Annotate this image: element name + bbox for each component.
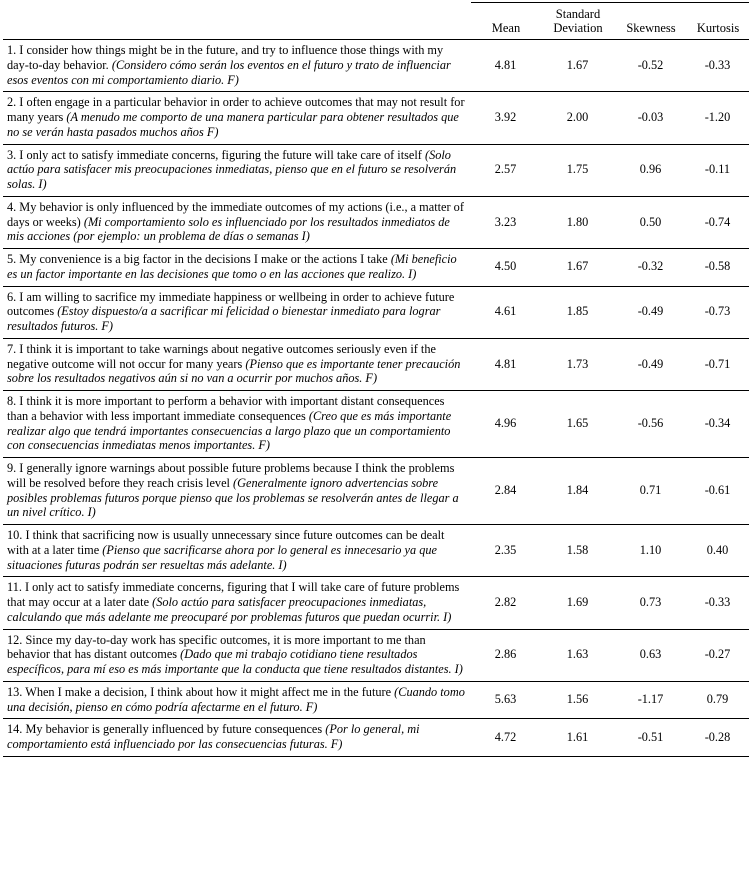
item-text xyxy=(3,458,471,525)
kurtosis-value: -0.71 xyxy=(687,338,749,390)
mean-value: 3.23 xyxy=(471,196,541,248)
sd-value: 1.58 xyxy=(541,525,615,577)
mean-column-header: Mean xyxy=(471,3,541,40)
table-row xyxy=(3,249,749,287)
sd-value: 1.85 xyxy=(541,286,615,338)
sd-value: 1.63 xyxy=(541,629,615,681)
kurtosis-value: -0.27 xyxy=(687,629,749,681)
mean-value: 2.82 xyxy=(471,577,541,629)
item-text-english: 12. Since my day-to-day work has specific outcomes, it is more important to me than behavior that has distant outcomes xyxy=(7,632,426,662)
sd-value: 1.69 xyxy=(541,577,615,629)
item-text-english: 7. I think it is important to take warnings about negative outcomes seriously even if the negative outcome will not occur for many years xyxy=(7,341,436,371)
item-text xyxy=(3,629,471,681)
item-text-english: 3. I only act to satisfy immediate concerns, figuring the future will take care of itself xyxy=(7,147,425,162)
skewness-value: 0.50 xyxy=(615,196,687,248)
skewness-value: 0.73 xyxy=(615,577,687,629)
sd-value: 1.67 xyxy=(541,249,615,287)
mean-value: 2.35 xyxy=(471,525,541,577)
skewness-value: 0.63 xyxy=(615,629,687,681)
item-text xyxy=(3,525,471,577)
item-text-spanish: (Mi beneficio es un factor importante en las decisiones que tomo o en las acciones que realizo. I) xyxy=(7,252,457,281)
item-text-english: 14. My behavior is generally influenced by future consequences xyxy=(7,722,326,737)
item-text-english: 5. My convenience is a big factor in the decisions I make or the actions I take xyxy=(7,252,391,266)
table-row xyxy=(3,40,749,92)
kurtosis-value: -0.33 xyxy=(687,40,749,92)
mean-value: 4.96 xyxy=(471,391,541,458)
item-text-spanish: (Solo actúo para satisfacer preocupaciones inmediatas, calculando que más adelante me preocuparé por problemas futuros que puedan ocurrir. I) xyxy=(7,595,452,624)
table-row xyxy=(3,196,749,248)
table-row xyxy=(3,338,749,390)
skewness-value: -0.56 xyxy=(615,391,687,458)
mean-value: 2.86 xyxy=(471,629,541,681)
item-text-english: 8. I think it is more important to perform a behavior with important distant consequences than a behavior with less important immediate consequences xyxy=(7,394,445,423)
sd-value: 1.84 xyxy=(541,458,615,525)
table-row xyxy=(3,719,749,757)
item-text xyxy=(3,719,471,757)
item-text-spanish: (Estoy dispuesto/a a sacrificar mi felicidad o bienestar inmediato para lograr resultados futuros. F) xyxy=(7,304,441,333)
sd-value: 1.56 xyxy=(541,681,615,719)
kurtosis-value: -0.34 xyxy=(687,391,749,458)
kurtosis-value: 0.79 xyxy=(687,681,749,719)
table-header-row xyxy=(3,3,749,40)
item-text-spanish: (Generalmente ignoro advertencias sobre posibles problemas futuros porque pienso que los problemas se resolverán antes de llegar a un nivel crítico. I) xyxy=(7,475,459,520)
table-row xyxy=(3,391,749,458)
skewness-column-header: Skewness xyxy=(615,3,687,40)
item-text-spanish: (Mi comportamiento solo es influenciado por los resultados inmediatos de mis acciones (por ejemplo: un problema de días o semanas I) xyxy=(7,214,450,244)
skewness-value: 0.71 xyxy=(615,458,687,525)
item-column-header xyxy=(3,3,471,40)
item-text xyxy=(3,92,471,144)
kurtosis-value: -0.11 xyxy=(687,144,749,196)
item-text-english: 6. I am willing to sacrifice my immediate happiness or wellbeing in order to achieve future outcomes xyxy=(7,289,455,319)
table-row xyxy=(3,92,749,144)
item-text xyxy=(3,144,471,196)
mean-value: 4.81 xyxy=(471,338,541,390)
item-text xyxy=(3,577,471,629)
sd-value: 1.80 xyxy=(541,196,615,248)
kurtosis-value: -0.73 xyxy=(687,286,749,338)
skewness-value: 1.10 xyxy=(615,525,687,577)
table-body xyxy=(3,40,749,757)
item-text-spanish: (Por lo general, mi comportamiento está influenciado por las consecuencias futuras. F) xyxy=(7,722,420,751)
document-page xyxy=(0,2,752,890)
item-text xyxy=(3,286,471,338)
sd-value: 1.73 xyxy=(541,338,615,390)
sd-value: 2.00 xyxy=(541,92,615,144)
item-text-spanish: (Cuando tomo una decisión, pienso en cómo podría afectarme en el futuro. F) xyxy=(7,684,465,714)
sd-column-header-text: Standard Deviation xyxy=(553,7,603,35)
item-text-english: 2. I often engage in a particular behavior in order to achieve outcomes that may not result for many years xyxy=(7,95,465,124)
kurtosis-value: -1.20 xyxy=(687,92,749,144)
skewness-value: -0.49 xyxy=(615,286,687,338)
kurtosis-value: -0.33 xyxy=(687,577,749,629)
table-row xyxy=(3,577,749,629)
item-text-english: 1. I consider how things might be in the future, and try to influence those things with my day-to-day behavior. xyxy=(7,43,444,72)
item-text-spanish: (Solo actúo para satisfacer mis preocupaciones inmediatas, pienso que en el futuro se resolverán solas. I) xyxy=(7,147,457,191)
table-row xyxy=(3,144,749,196)
item-text xyxy=(3,40,471,92)
table-row xyxy=(3,681,749,719)
skewness-value: 0.96 xyxy=(615,144,687,196)
skewness-value: -0.49 xyxy=(615,338,687,390)
item-text xyxy=(3,249,471,287)
sd-column-header xyxy=(541,3,615,40)
table-row xyxy=(3,525,749,577)
kurtosis-value: -0.74 xyxy=(687,196,749,248)
item-text xyxy=(3,681,471,719)
mean-value: 5.63 xyxy=(471,681,541,719)
item-text-spanish: (Creo que es más importante realizar algo que tendrá importantes consecuencias a largo plazo que un comportamiento con consecuencias inmediatas menos importantes. F) xyxy=(7,408,452,453)
mean-value: 4.50 xyxy=(471,249,541,287)
table-row xyxy=(3,458,749,525)
kurtosis-value: 0.40 xyxy=(687,525,749,577)
item-text-spanish: (Pienso que es importante tener precaución sobre los resultados negativos aún si no van a ocurrir por muchos años. F) xyxy=(7,356,461,386)
skewness-value: -0.32 xyxy=(615,249,687,287)
skewness-value: -0.03 xyxy=(615,92,687,144)
item-text-spanish: (Pienso que sacrificarse ahora por lo general es innecesario ya que situaciones futuras podrán ser resueltas más adelante. I) xyxy=(7,542,437,572)
kurtosis-value: -0.61 xyxy=(687,458,749,525)
sd-value: 1.65 xyxy=(541,391,615,458)
mean-value: 4.81 xyxy=(471,40,541,92)
mean-value: 3.92 xyxy=(471,92,541,144)
item-text-english: 11. I only act to satisfy immediate concerns, figuring that I will take care of future problems that may occur at a later date xyxy=(7,580,460,609)
item-text-english: 4. My behavior is only influenced by the immediate outcomes of my actions (i.e., a matter of days or weeks) xyxy=(7,199,464,229)
item-text-spanish: (Dado que mi trabajo cotidiano tiene resultados específicos, para mí eso es más importante que la conducta que tiene resultados distantes. I) xyxy=(7,647,463,676)
item-text-english: 10. I think that sacrificing now is usually unnecessary since future outcomes can be dealt with at a later time xyxy=(7,528,445,557)
mean-value: 2.57 xyxy=(471,144,541,196)
descriptive-statistics-table xyxy=(3,2,749,757)
item-text-english: 13. When I make a decision, I think about how it might affect me in the future xyxy=(7,684,395,699)
sd-value: 1.75 xyxy=(541,144,615,196)
kurtosis-value: -0.58 xyxy=(687,249,749,287)
table-header xyxy=(3,3,749,40)
item-text-english: 9. I generally ignore warnings about possible future problems because I think the problems will be resolved before they reach crisis level xyxy=(7,461,455,490)
item-text xyxy=(3,391,471,458)
item-text-spanish: (Considero cómo serán los eventos en el futuro y trato de influenciar esos eventos con mi comportamiento diario. F) xyxy=(7,57,451,87)
item-text xyxy=(3,338,471,390)
table-row xyxy=(3,629,749,681)
sd-value: 1.67 xyxy=(541,40,615,92)
kurtosis-column-header: Kurtosis xyxy=(687,3,749,40)
mean-value: 4.61 xyxy=(471,286,541,338)
mean-value: 2.84 xyxy=(471,458,541,525)
sd-value: 1.61 xyxy=(541,719,615,757)
skewness-value: -0.51 xyxy=(615,719,687,757)
skewness-value: -0.52 xyxy=(615,40,687,92)
mean-value: 4.72 xyxy=(471,719,541,757)
kurtosis-value: -0.28 xyxy=(687,719,749,757)
skewness-value: -1.17 xyxy=(615,681,687,719)
table-row xyxy=(3,286,749,338)
item-text-spanish: (A menudo me comporto de una manera particular para obtener resultados que no se verán hasta pasados muchos años F) xyxy=(7,110,459,139)
item-text xyxy=(3,196,471,248)
